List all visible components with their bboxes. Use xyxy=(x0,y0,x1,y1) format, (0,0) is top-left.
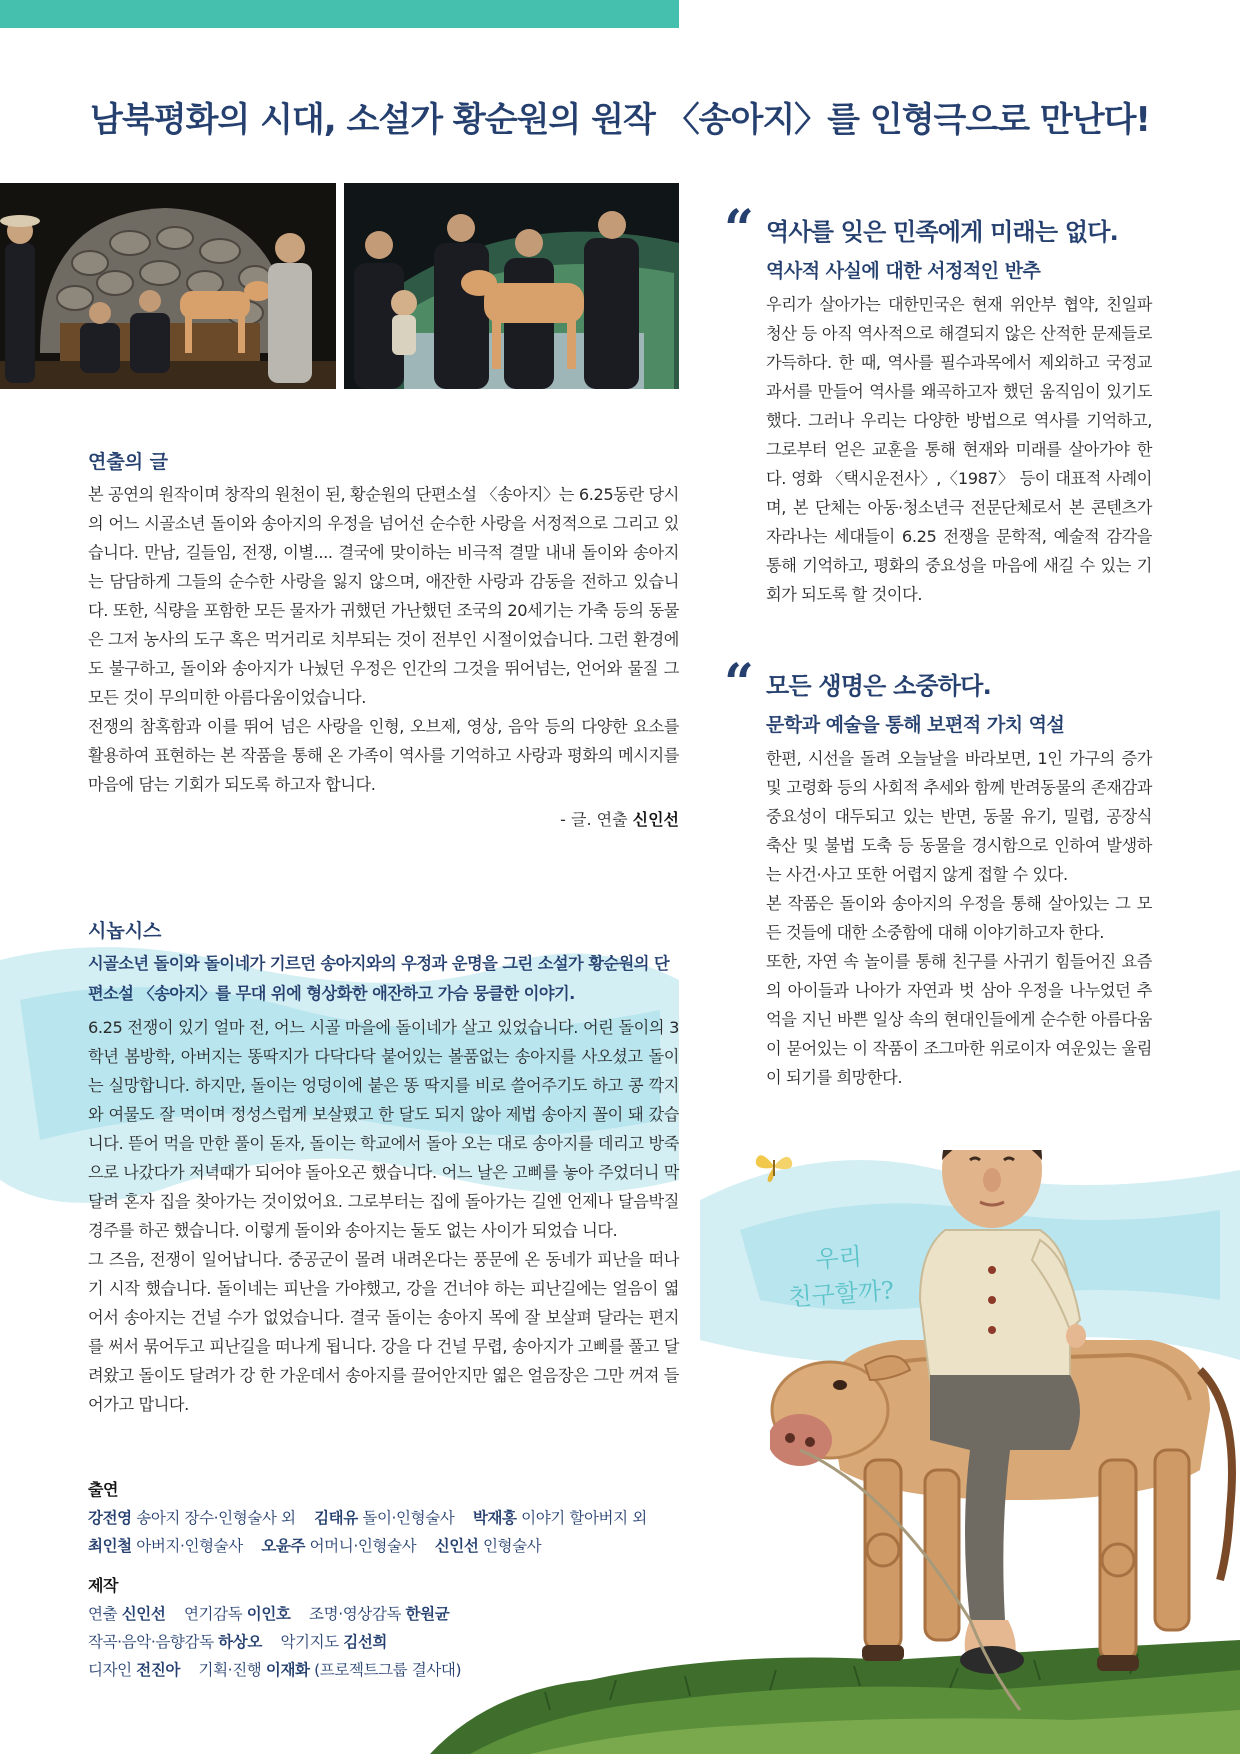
puppet-boy-and-calf-image xyxy=(770,1150,1240,1730)
top-accent-bar xyxy=(0,0,679,28)
quote2-paragraph: 본 작품은 돌이와 송아지의 우정을 통해 살아있는 그 모든 것들에 대한 소중함에 대해 이야기하고자 한다. xyxy=(766,894,1152,942)
production-title: 제작 xyxy=(88,1576,119,1595)
quote2-paragraph: 또한, 자연 속 놀이를 통해 친구를 사귀기 힘들어진 요즘의 아이들과 나아가 자연과 벗 삼아 우정을 나누었던 추억을 지닌 바쁜 일상 속의 현대인들에게 순수한 아름다움이 묻어있는 이 작품이 조그마한 위로이자 여운있는 울림이 되기를 희망한다. xyxy=(766,952,1152,1087)
cast-name: 김태유 xyxy=(314,1509,358,1527)
production-role: 연출 xyxy=(88,1605,118,1623)
production-name: 이재화 xyxy=(265,1661,310,1679)
production-name: 전진아 xyxy=(136,1661,180,1679)
handwritten-line: 우리 xyxy=(814,1242,863,1274)
synopsis-paragraph: 6.25 전쟁이 있기 얼마 전, 어느 시골 마을에 돌이네가 살고 있었습니다. 어린 돌이의 3학년 봄방학, 아버지는 똥딱지가 다닥다닥 붙어있는 볼품없는 송아지를 사오셨고 돌이는 실망합니다. 하지만, 돌이는 엉덩이에 붙은 똥 딱지를 비로 쓸어주기도 하고 콩 깍지와 여물도 잘 먹이며 정성스럽게 보살폈고 한 달도 되지 않아 제법 송아지 꼴이 돼 갔습니다. 뜯어 먹을 만한 풀이 돋자, 돌이는 학교에서 돌아 오는 대로 송아지를 데리고 방죽으로 나갔다가 저녁때가 되어야 돌아오곤 했습니다. 어느 날은 고삐를 놓아 주었더니 막 달려 혼자 집을 찾아가는 것이었어요. 그로부터는 집에 돌아가는 길엔 언제나 달음박질 경주를 하곤 했습니다. 이렇게 돌이와 송아지는 둘도 없는 사이가 되었습 니다. xyxy=(88,1018,679,1240)
cast-name: 오윤주 xyxy=(261,1537,306,1555)
quote1-body xyxy=(766,290,1152,609)
cast-name: 박재홍 xyxy=(472,1509,517,1527)
production-role: 기획·진행 xyxy=(198,1661,262,1679)
quote2-title: 모든 생명은 소중하다. xyxy=(766,672,991,700)
cast-role: 인형술사 xyxy=(482,1537,542,1555)
quote1-paragraph: 우리가 살아가는 대한민국은 현재 위안부 협약, 친일파 청산 등 아직 역사적으로 해결되지 않은 산적한 문제들로 가득하다. 한 때, 역사를 필수과목에서 제외하고 국정교과서를 만들어 역사를 왜곡하고자 했던 움직임이 있기도 했다. 그러나 우리는 다양한 방법으로 역사를 기억하고, 그로부터 얻은 교훈을 통해 현재와 미래를 살아가야 한다. 영화 〈택시운전사〉,〈1987〉 등이 대표적 사례이며, 본 단체는 아동·청소년극 전문단체로서 본 콘텐츠가 자라나는 세대들이 6.25 전쟁을 문학적, 예술적 감각을 통해 기억하고, 평화의 중요성을 마음에 새길 수 있는 기회가 되도록 할 것이다. xyxy=(766,295,1152,604)
signature-prefix: - 글. 연출 xyxy=(560,810,628,829)
cast-role: 이야기 할아버지 외 xyxy=(521,1509,647,1527)
director-note-paragraph: 본 공연의 원작이며 창작의 원천이 된, 황순원의 단편소설 〈송아지〉는 6.25동란 당시의 어느 시골소년 돌이와 송아지의 우정을 넘어선 순수한 사랑을 서정적으로 그리고 있습니다. 만남, 길들임, 전쟁, 이별.... 결국에 맞이하는 비극적 결말 내내 돌이와 송아지는 담담하게 그들의 순수한 사랑을 잃지 않으며, 애잔한 사랑과 감동을 전하고 있습니다. 또한, 식량을 포함한 모든 물자가 귀했던 가난했던 조국의 20세기는 가축 등의 동물은 그저 농사의 도구 혹은 먹거리로 치부되는 것이 전부인 시절이었습니다. 그런 환경에도 불구하고, 돌이와 송아지가 나눴던 우정은 인간의 그것을 뛰어넘는, 언어와 물질 그 모든 것이 무의미한 아름다움이었습니다. xyxy=(88,485,679,707)
quote1-title: 역사를 잊은 민족에게 미래는 없다. xyxy=(766,218,1118,246)
production-role: 작곡·음악·음향감독 xyxy=(88,1633,214,1651)
cast-row xyxy=(88,1504,688,1532)
production-name: 하상오 xyxy=(218,1633,262,1651)
handwritten-line: 친구할까? xyxy=(787,1276,895,1312)
quote2-body xyxy=(766,744,1152,1092)
quote-mark-icon: “ xyxy=(724,653,754,714)
cast-role: 아버지·인형술사 xyxy=(136,1537,243,1555)
cast-name: 강전영 xyxy=(88,1509,132,1527)
production-name: 이인호 xyxy=(246,1605,291,1623)
production-role: 악기지도 xyxy=(280,1633,339,1651)
stage-photo-2 xyxy=(344,183,679,389)
quote-mark-icon: “ xyxy=(724,199,754,260)
production-affiliation: (프로젝트그룹 결사대) xyxy=(314,1661,462,1679)
director-signature xyxy=(88,807,679,830)
quote2-subtitle: 문학과 예술을 통해 보편적 가치 역설 xyxy=(766,714,1065,736)
synopsis-title: 시놉시스 xyxy=(88,920,162,942)
director-note-body xyxy=(88,480,679,799)
production-role: 디자인 xyxy=(88,1661,132,1679)
synopsis-body xyxy=(88,1013,679,1419)
cast-name: 최인철 xyxy=(88,1537,132,1555)
director-note-paragraph: 전쟁의 참혹함과 이를 뛰어 넘은 사랑을 인형, 오브제, 영상, 음악 등의 다양한 요소를 활용하여 표현하는 본 작품을 통해 온 가족이 역사를 기억하고 사랑과 평화의 메시지를 마음에 담는 기회가 되도록 하고자 합니다. xyxy=(88,717,679,794)
stage-photo-1 xyxy=(0,183,336,389)
page-headline: 남북평화의 시대, 소설가 황순원의 원작 〈송아지〉를 인형극으로 만난다! xyxy=(90,100,1150,140)
quote1-subtitle: 역사적 사실에 대한 서정적인 반추 xyxy=(766,260,1041,282)
synopsis-paragraph: 그 즈음, 전쟁이 일어납니다. 중공군이 몰려 내려온다는 풍문에 온 동네가 피난을 떠나기 시작 했습니다. 돌이네는 피난을 가야했고, 강을 건너야 하는 피난길에는 얼음이 엷어서 송아지는 건널 수가 없었습니다. 결국 돌이는 송아지 목에 잘 보살펴 달라는 편지를 써서 묶어두고 피난길을 떠나게 됩니다. 강을 다 건널 무렵, 송아지가 고삐를 풀고 달려왔고 돌이도 달려가 강 한 가운데서 송아지를 끌어안지만 엷은 얼음장은 그만 꺼져 들어가고 맙니다. xyxy=(88,1250,679,1414)
production-role: 연기감독 xyxy=(183,1605,243,1623)
cast-name: 신인선 xyxy=(434,1537,479,1555)
cast-role: 돌이·인형술사 xyxy=(362,1509,455,1527)
production-name: 신인선 xyxy=(121,1605,166,1623)
director-note-title: 연출의 글 xyxy=(88,451,169,473)
cast-title: 출연 xyxy=(88,1480,119,1499)
quote2-paragraph: 한편, 시선을 돌려 오늘날을 바라보면, 1인 가구의 증가 및 고령화 등의 사회적 추세와 함께 반려동물의 존재감과 중요성이 대두되고 있는 반면, 동물 유기, 밀렵, 공장식 축산 및 불법 도축 등 동물을 경시함으로 인하여 발생하는 사건·사고 또한 어렵지 않게 접할 수 있다. xyxy=(766,749,1152,884)
cast-role: 송아지 장수·인형술사 외 xyxy=(136,1509,296,1527)
signature-name: 신인선 xyxy=(632,810,679,829)
production-name: 김선희 xyxy=(343,1633,387,1651)
cast-role: 어머니·인형술사 xyxy=(309,1537,417,1555)
cast-row xyxy=(88,1532,688,1560)
production-name: 한원균 xyxy=(405,1605,450,1623)
production-role: 조명·영상감독 xyxy=(309,1605,402,1623)
synopsis-lead: 시골소년 돌이와 돌이네가 기르던 송아지와의 우정과 운명을 그린 소설가 황순원의 단편소설 〈송아지〉를 무대 위에 형상화한 애잔하고 가슴 뭉클한 이야기. xyxy=(88,954,670,1003)
cast-section xyxy=(88,1476,688,1560)
